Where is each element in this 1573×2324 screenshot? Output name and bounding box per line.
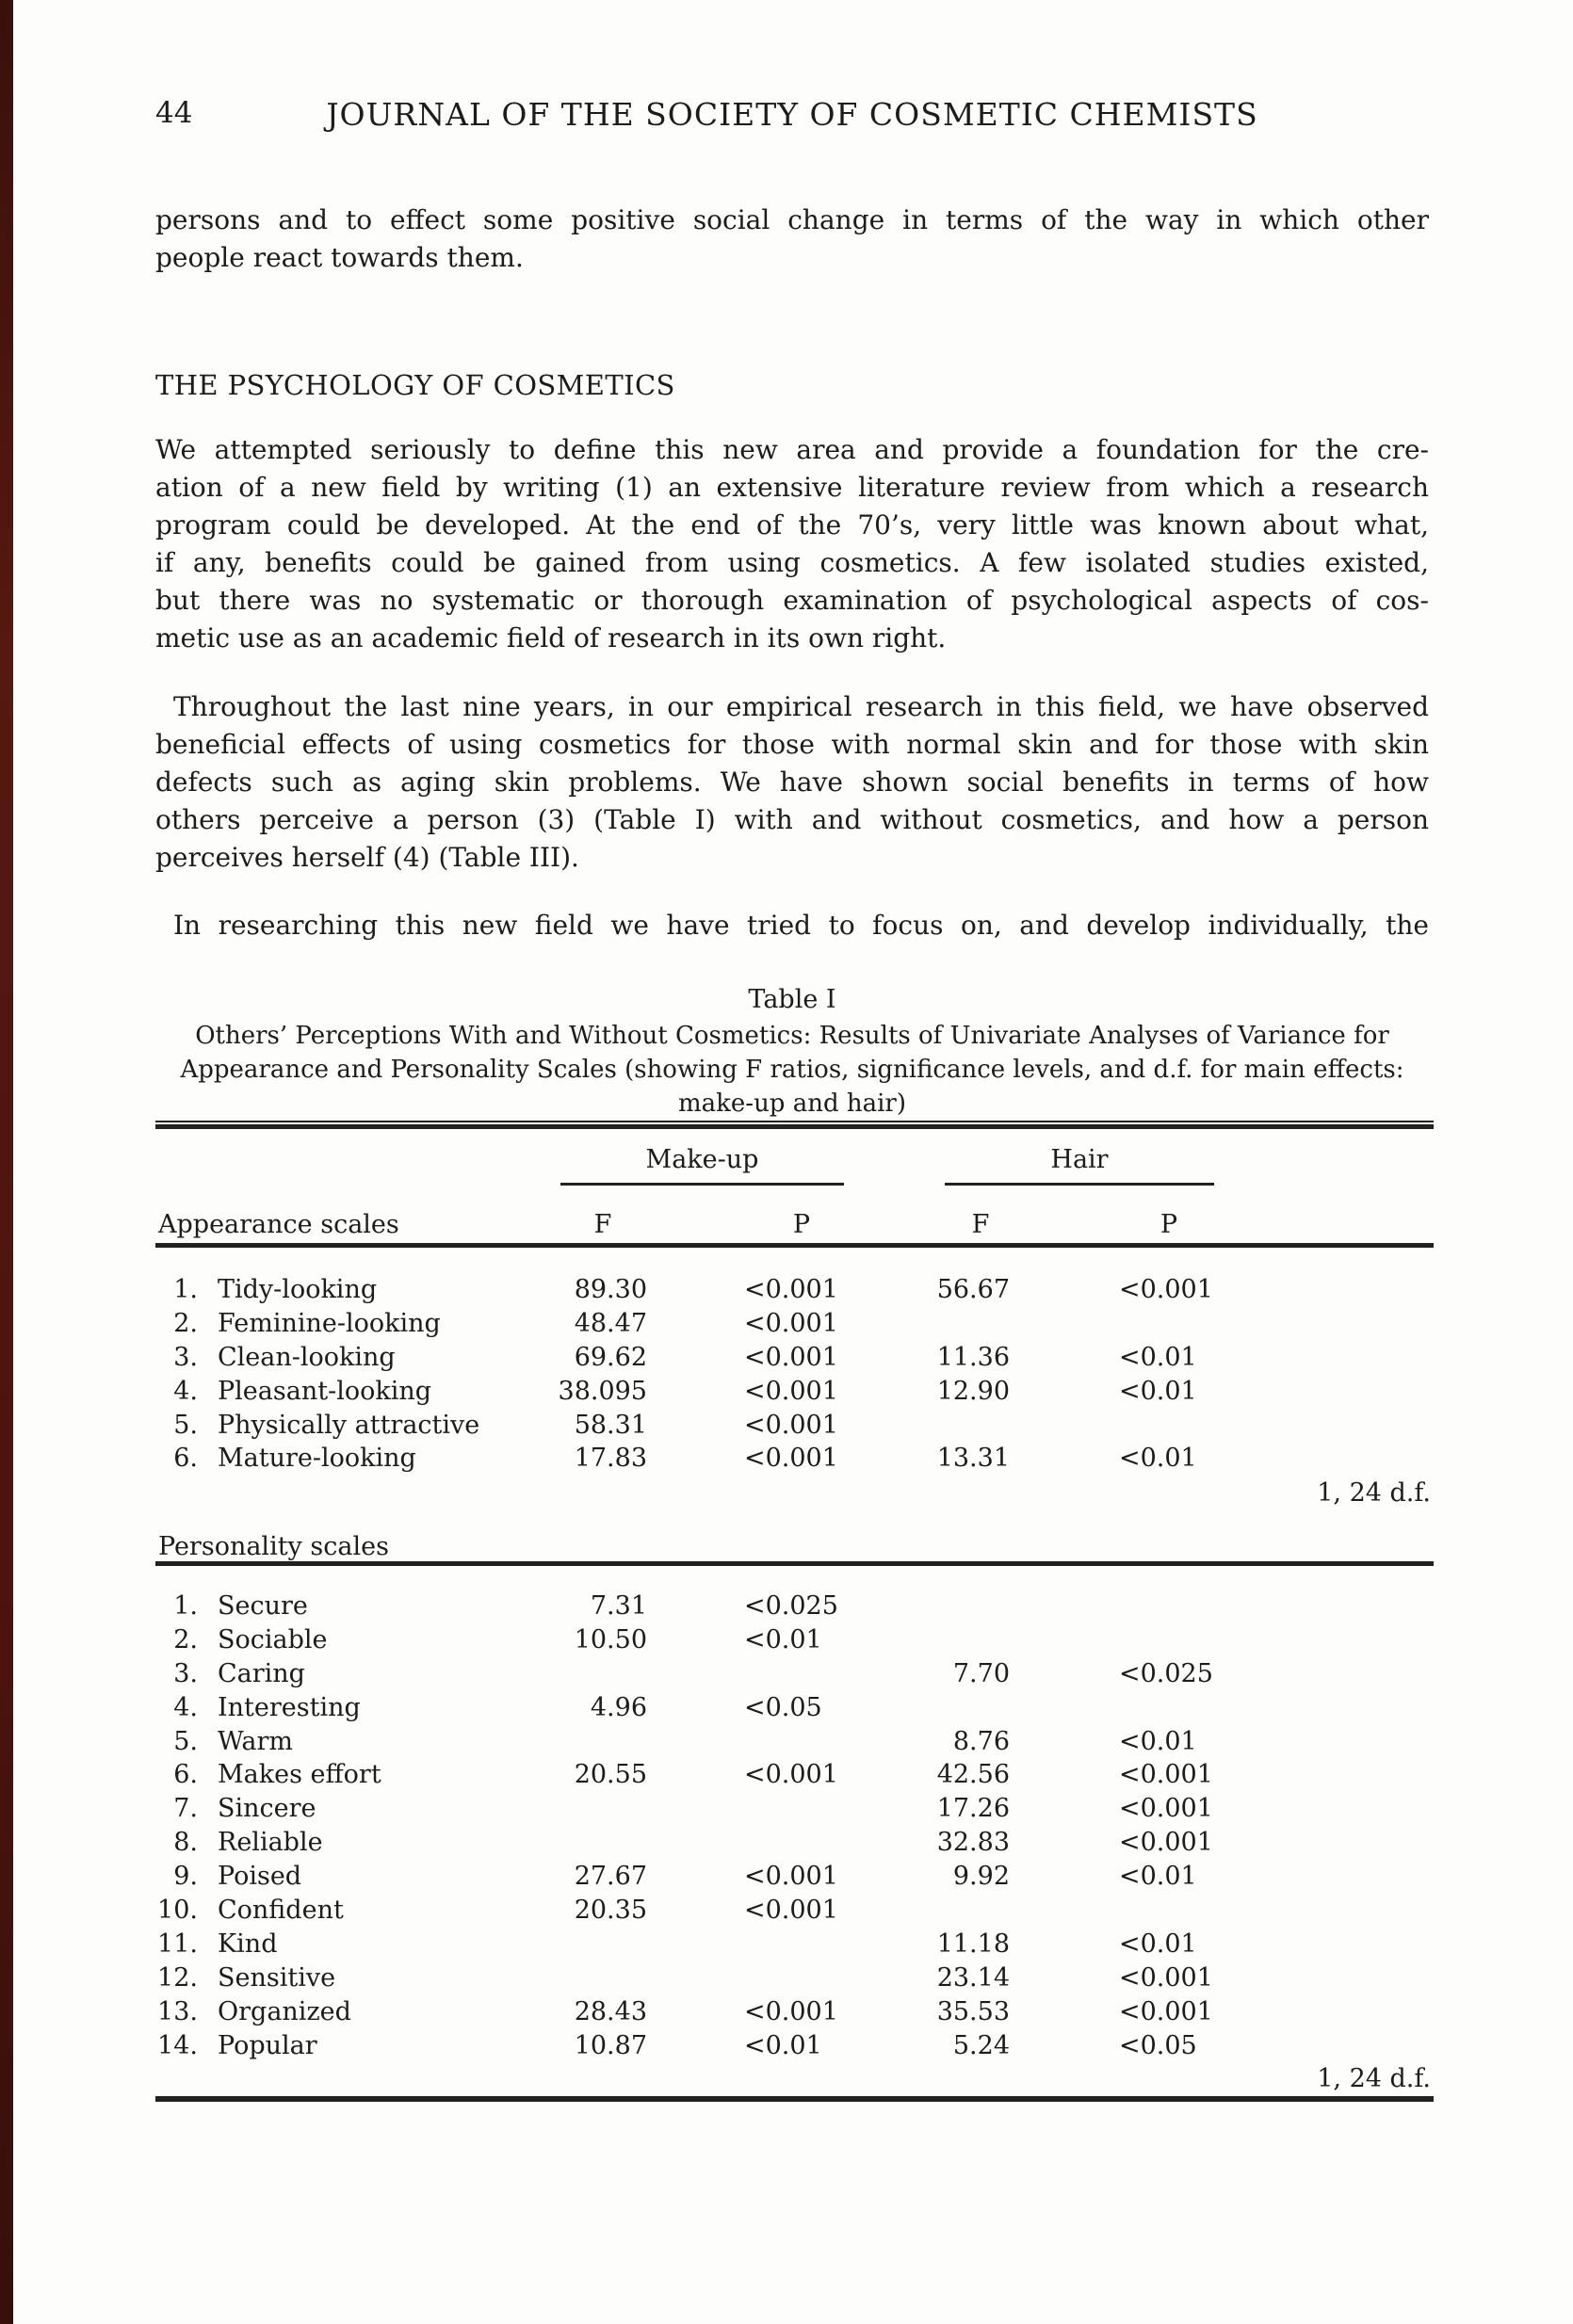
cell-num: 3. [173, 1342, 198, 1372]
cell-p2: <0.01 [1119, 1726, 1197, 1756]
cell-num: 7. [173, 1794, 198, 1824]
table-row [155, 1995, 1434, 2029]
text-line: In researching this new field we have tried to focus on, and develop individually, the [173, 910, 1429, 941]
cell-num: 8. [173, 1828, 198, 1858]
cell-f1: 27.67 [574, 1862, 647, 1892]
cell-p2: <0.01 [1119, 1862, 1197, 1892]
cell-p2: <0.001 [1119, 1794, 1213, 1824]
cell-label: Tidy-looking [218, 1275, 378, 1304]
cell-label: Clean-looking [218, 1342, 396, 1372]
cell-label: Confident [218, 1896, 344, 1926]
cell-p2: <0.01 [1119, 1929, 1197, 1959]
cell-label: Interesting [218, 1692, 361, 1722]
text-line: others perceive a person (3) (Table I) with and without cosmetics, and how a person [155, 804, 1429, 835]
cell-f1: 20.35 [574, 1896, 647, 1926]
cell-p2: <0.001 [1119, 1962, 1213, 1993]
table-row [155, 1792, 1434, 1826]
table-rule-under-personality [155, 1561, 1434, 1566]
page-binding-edge [0, 0, 13, 2324]
cell-num: 6. [173, 1760, 198, 1790]
cell-num: 13. [157, 1996, 198, 2026]
cell-num: 1. [173, 1275, 198, 1304]
table-row [155, 1894, 1434, 1928]
cell-p1: <0.001 [744, 1410, 838, 1440]
text-line: people react towards them. [155, 242, 524, 273]
makeup-f-header: F [593, 1210, 612, 1239]
appearance-rows [155, 1273, 1434, 1476]
table-row [155, 1409, 1434, 1443]
cell-p1: <0.001 [744, 1376, 838, 1406]
cell-f2: 35.53 [936, 1996, 1010, 2026]
cell-label: Sociable [218, 1624, 328, 1654]
appearance-df-note: 1, 24 d.f. [1317, 1478, 1431, 1508]
table-rule-top [155, 1121, 1434, 1129]
cell-p2: <0.025 [1119, 1658, 1213, 1688]
text-line: perceives herself (4) (Table III). [155, 842, 579, 873]
cell-label: Kind [218, 1929, 278, 1959]
cell-f2: 17.26 [936, 1794, 1010, 1824]
cell-p2: <0.001 [1119, 1275, 1213, 1304]
cell-f2: 23.14 [936, 1962, 1010, 1993]
text-line: persons and to effect some positive social change in terms of the way in which other [155, 204, 1429, 235]
cell-p2: <0.01 [1119, 1444, 1197, 1474]
cell-num: 11. [157, 1929, 198, 1959]
cell-num: 2. [173, 1308, 198, 1338]
cell-p2: <0.01 [1119, 1342, 1197, 1372]
table-row [155, 1691, 1434, 1725]
cell-f2: 7.70 [952, 1658, 1010, 1688]
cell-num: 3. [173, 1658, 198, 1688]
cell-f1: 38.095 [558, 1376, 647, 1406]
cell-num: 5. [173, 1410, 198, 1440]
column-group-hair: Hair [1050, 1145, 1109, 1174]
cell-num: 10. [157, 1896, 198, 1926]
cell-f1: 10.87 [574, 2030, 647, 2060]
cell-num: 5. [173, 1726, 198, 1756]
cell-f2: 11.18 [936, 1929, 1010, 1959]
cell-p1: <0.001 [744, 1862, 838, 1892]
cell-f2: 13.31 [936, 1444, 1010, 1474]
cell-num: 14. [157, 2030, 198, 2060]
cell-label: Mature-looking [218, 1444, 416, 1474]
paragraph-1 [155, 431, 1429, 657]
cell-label: Organized [218, 1996, 351, 2026]
cell-label: Reliable [218, 1828, 323, 1858]
table-row [155, 1341, 1434, 1375]
cell-p1: <0.05 [744, 1692, 822, 1722]
cell-p1: <0.01 [744, 2030, 822, 2060]
cell-p1: <0.001 [744, 1275, 838, 1304]
text-line: Appearance and Personality Scales (showing F ratios, significance levels, and d.f. for main effects: [180, 1056, 1404, 1084]
table-row [155, 1307, 1434, 1341]
running-head [155, 96, 1429, 137]
table-row [155, 1758, 1434, 1792]
cell-p1: <0.001 [744, 1308, 838, 1338]
page-number: 44 [155, 96, 193, 130]
table-rule-under-header [155, 1243, 1434, 1248]
table-rule-bottom [155, 2096, 1434, 2102]
appearance-scales-header: Appearance scales [158, 1210, 399, 1239]
text-line: ation of a new field by writing (1) an extensive literature review from which a research [155, 472, 1429, 503]
cell-label: Makes effort [218, 1760, 381, 1790]
cell-f1: 69.62 [574, 1342, 647, 1372]
cell-label: Sensitive [218, 1962, 336, 1993]
text-line: defects such as aging skin problems. We have shown social benefits in terms of how [155, 767, 1429, 798]
text-line: beneficial effects of using cosmetics for those with normal skin and for those with skin [155, 729, 1429, 760]
table-row [155, 1961, 1434, 1995]
text-line: make-up and hair) [677, 1089, 907, 1118]
text-line: program could be developed. At the end of the 70’s, very little was known about what, [155, 509, 1429, 541]
cell-f1: 89.30 [574, 1275, 647, 1304]
table-row [155, 1273, 1434, 1307]
cell-f1: 48.47 [574, 1308, 647, 1338]
cell-f2: 12.90 [936, 1376, 1010, 1406]
cell-label: Warm [218, 1726, 294, 1756]
text-line: Others’ Perceptions With and Without Cosmetics: Results of Univariate Analyses of Variance for [195, 1022, 1389, 1050]
table-row [155, 1590, 1434, 1623]
cell-label: Feminine-looking [218, 1308, 441, 1338]
cell-p1: <0.001 [744, 1896, 838, 1926]
hair-p-header: P [1159, 1210, 1178, 1239]
cell-f2: 11.36 [936, 1342, 1010, 1372]
cell-p2: <0.05 [1119, 2030, 1197, 2060]
cell-num: 1. [173, 1591, 198, 1621]
cell-f1: 7.31 [590, 1591, 647, 1621]
table-row [155, 1442, 1434, 1476]
personality-rows [155, 1590, 1434, 2062]
cell-f2: 32.83 [936, 1828, 1010, 1858]
cell-f1: 10.50 [574, 1624, 647, 1654]
text-line: but there was no systematic or thorough examination of psychological aspects of cos- [155, 585, 1429, 616]
cell-num: 12. [157, 1962, 198, 1993]
cell-p1: <0.001 [744, 1342, 838, 1372]
cell-p2: <0.01 [1119, 1376, 1197, 1406]
table-row [155, 1657, 1434, 1691]
table-row [155, 1725, 1434, 1759]
table-row [155, 1928, 1434, 1961]
cell-num: 4. [173, 1376, 198, 1406]
cell-f2: 9.92 [952, 1862, 1010, 1892]
makeup-p-header: P [792, 1210, 811, 1239]
paragraph-3 [155, 907, 1429, 944]
table-caption [155, 1019, 1429, 1121]
cell-p2: <0.001 [1119, 1760, 1213, 1790]
personality-scales-header: Personality scales [158, 1532, 389, 1561]
section-heading: THE PSYCHOLOGY OF COSMETICS [155, 369, 675, 401]
cell-f1: 20.55 [574, 1760, 647, 1790]
table-row [155, 1375, 1434, 1409]
personality-df-note: 1, 24 d.f. [1317, 2064, 1431, 2093]
cell-num: 9. [173, 1862, 198, 1892]
cell-label: Secure [218, 1591, 308, 1621]
cell-p2: <0.001 [1119, 1996, 1213, 2026]
cell-p2: <0.001 [1119, 1828, 1213, 1858]
cell-num: 4. [173, 1692, 198, 1722]
cell-f1: 58.31 [574, 1410, 647, 1440]
paragraph-2 [155, 688, 1429, 877]
cell-f1: 17.83 [574, 1444, 647, 1474]
cell-p1: <0.025 [744, 1591, 838, 1621]
cell-p1: <0.001 [744, 1996, 838, 2026]
intro-paragraph [155, 202, 1429, 277]
makeup-group-rule [560, 1183, 844, 1186]
cell-label: Popular [218, 2030, 317, 2060]
text-line: metic use as an academic field of research in its own right. [155, 622, 947, 654]
hair-group-rule [945, 1183, 1214, 1186]
hair-f-header: F [971, 1210, 990, 1239]
cell-p1: <0.001 [744, 1444, 838, 1474]
cell-label: Pleasant-looking [218, 1376, 432, 1406]
cell-f1: 4.96 [590, 1692, 647, 1722]
cell-f2: 8.76 [952, 1726, 1010, 1756]
table-caption-label: Table I [748, 985, 836, 1014]
table-row [155, 1860, 1434, 1894]
journal-title: JOURNAL OF THE SOCIETY OF COSMETIC CHEMISTS [326, 96, 1258, 133]
table-row [155, 2029, 1434, 2063]
cell-num: 6. [173, 1444, 198, 1474]
table-row [155, 1623, 1434, 1657]
cell-p1: <0.01 [744, 1624, 822, 1654]
cell-label: Sincere [218, 1794, 316, 1824]
cell-num: 2. [173, 1624, 198, 1654]
text-line: Throughout the last nine years, in our empirical research in this field, we have observed [173, 691, 1429, 722]
cell-label: Caring [218, 1658, 305, 1688]
table [155, 1121, 1434, 2102]
table-row [155, 1826, 1434, 1860]
cell-f2: 56.67 [936, 1275, 1010, 1304]
cell-label: Poised [218, 1862, 302, 1892]
text-line: We attempted seriously to define this new area and provide a foundation for the cre- [155, 434, 1429, 465]
cell-f2: 42.56 [936, 1760, 1010, 1790]
cell-p1: <0.001 [744, 1760, 838, 1790]
cell-f1: 28.43 [574, 1996, 647, 2026]
column-group-makeup: Make-up [645, 1145, 759, 1174]
text-line: if any, benefits could be gained from using cosmetics. A few isolated studies existed, [155, 547, 1429, 578]
cell-label: Physically attractive [218, 1410, 480, 1440]
cell-f2: 5.24 [952, 2030, 1010, 2060]
